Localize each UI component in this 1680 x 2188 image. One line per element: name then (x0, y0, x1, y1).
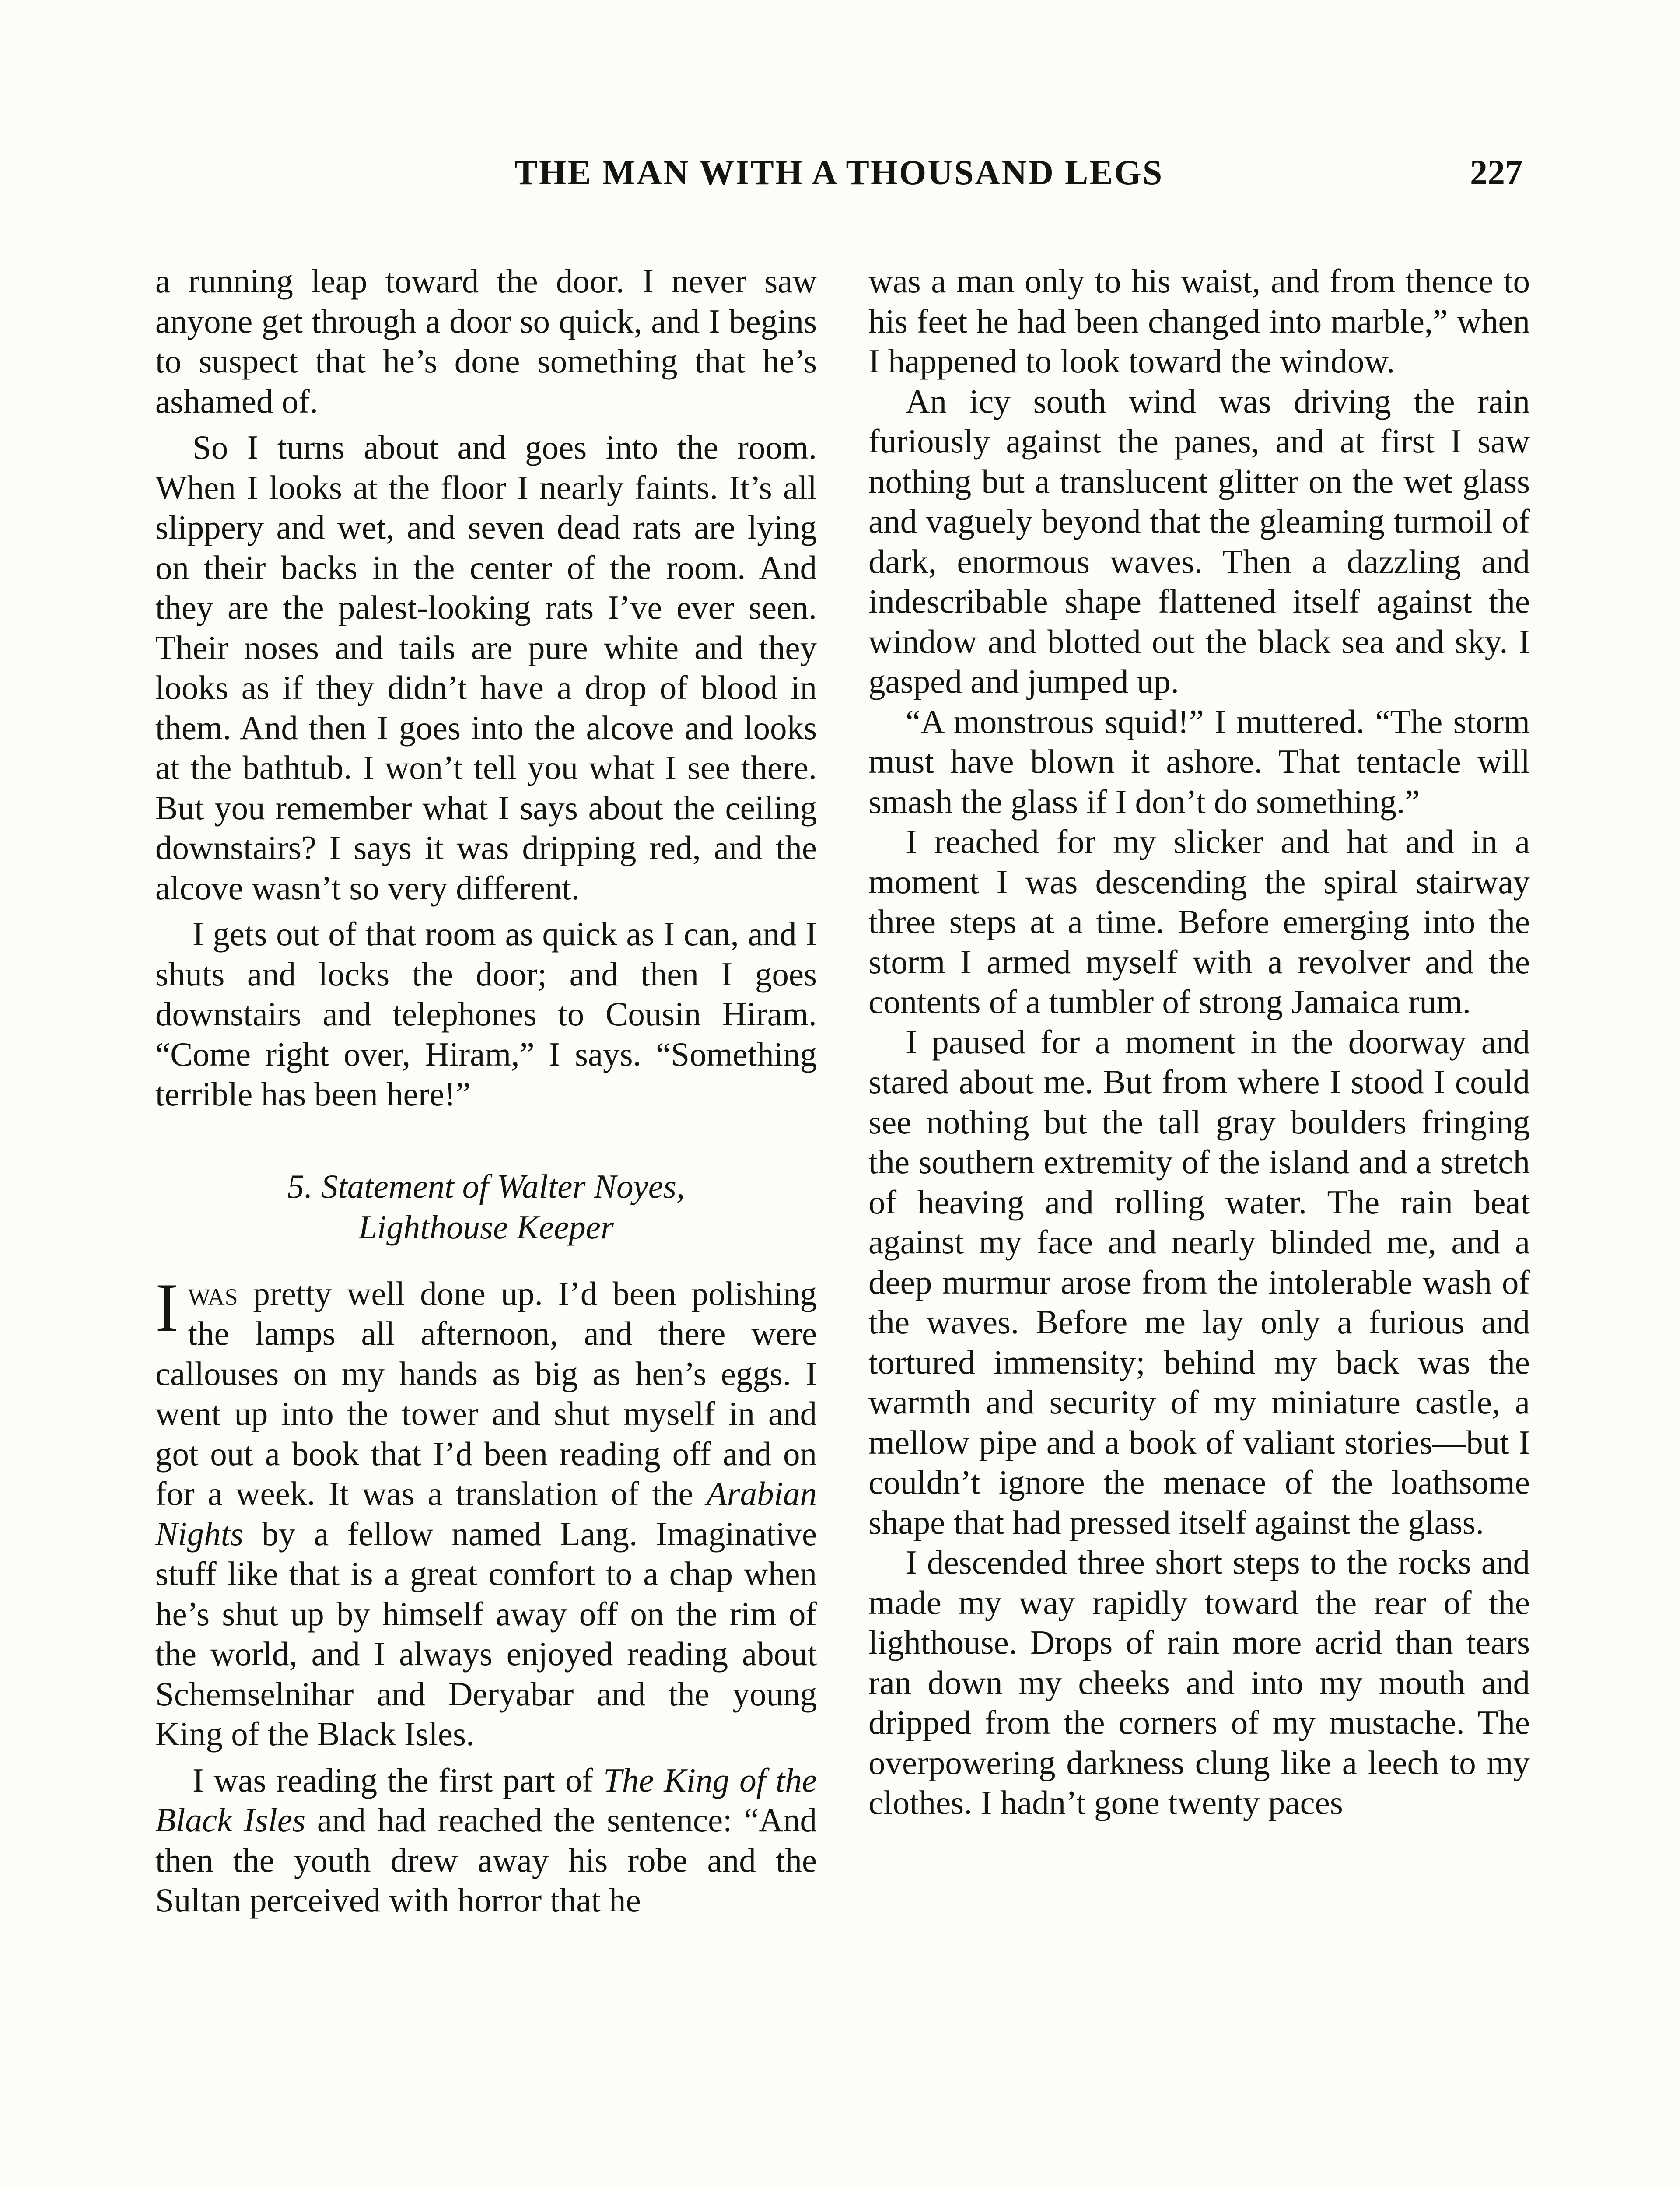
paragraph: So I turns about and goes into the room. When I looks at the floor I nearly faints. It’s all slippery and wet, and seven dead rats are lying on their backs in the center of the room. And they are the palest-looking rats I’ve ever seen. Their noses and tails are pure white and they looks as if they didn’t have a drop of blood in them. And then I goes into the alcove and looks at the bathtub. I won’t tell you what I see there. But you remember what I says about the ceiling downstairs? I says it was dripping red, and the alcove wasn’t so very different. (155, 428, 817, 907)
page-number: 227 (1470, 154, 1522, 192)
small-caps-word: was (188, 1274, 238, 1312)
paragraph: An icy south wind was driving the rain furiously against the panes, and at first I saw nothing but a translucent glitter on the wet glass and vaguely beyond that the gleaming turmoil of dark, enormous waves. Then a dazzling and indescribable shape flattened itself against the window and blotted out the black sea and sky. I gasped and jumped up. (868, 382, 1530, 700)
section-heading-line: Lighthouse Keeper (358, 1208, 614, 1246)
text-run: I was reading the first part of (192, 1761, 603, 1799)
book-title: Arabian Nights (155, 1475, 817, 1553)
paragraph: I descended three short steps to the rocks and made my way rapidly toward the rear of the lighthouse. Drops of rain more acrid than tears ran down my cheeks and into my mouth and dripped from the corners of my mustache. The overpowering darkness clung like a leech to my clothes. I hadn’t gone twenty paces (868, 1543, 1530, 1821)
paragraph: I gets out of that room as quick as I can, and I shuts and locks the door; and then I goes downstairs and telephones to Cousin Hiram. “Come right over, Hiram,” I says. “Something terrible has been here!” (155, 915, 817, 1113)
story-title: The King of the Black Isles (155, 1761, 817, 1839)
paragraph: I paused for a moment in the doorway and stared about me. But from where I stood I could see nothing but the tall gray boulders fringing the southern extremity of the island and a stretch of heaving and rolling water. The rain beat against my face and nearly blinded me, and a deep murmur arose from the intolerable wash of the waves. Before me lay only a furious and tortured immensity; behind my back was the warmth and security of my miniature castle, a mellow pipe and a book of valiant stories—but I couldn’t ignore the menace of the loathsome shape that had pressed itself against the glass. (868, 1023, 1530, 1541)
text-run: and had reached the sentence: “And then the youth drew away his robe and the Sultan perceived with horror that he (155, 1801, 817, 1919)
paragraph: was a man only to his waist, and from thence to his feet he had been changed into marble,” when I happened to look toward the window. (868, 262, 1530, 380)
paragraph: “A monstrous squid!” I muttered. “The storm must have blown it ashore. That tentacle will smash the glass if I don’t do something.” (868, 702, 1530, 820)
page-header (155, 153, 1522, 206)
right-column (868, 261, 1530, 1823)
section-heading-line: 5. Statement of Walter Noyes, (287, 1167, 685, 1205)
paragraph (155, 1760, 817, 1921)
paragraph (155, 1269, 817, 1754)
drop-cap: I (155, 1269, 178, 1346)
paragraph: I reached for my slicker and hat and in a moment I was descending the spiral stairway three steps at a time. Before emerging into the storm I armed myself with a revolver and the contents of a tumbler of strong Jamaica rum. (868, 823, 1530, 1020)
running-title: THE MAN WITH A THOUSAND LEGS (514, 154, 1164, 192)
paragraph: a running leap toward the door. I never saw anyone get through a door so quick, and I begins to suspect that he’s done something that he’s ashamed of. (155, 262, 817, 420)
section-heading (155, 1166, 817, 1248)
text-run: by a fellow named Lang. Imaginative stuff like that is a great comfort to a chap when he’s shut up by himself away off on the rim of the world, and I always enjoyed reading about Schemselnihar and Deryabar and the young King of the Black Isles. (155, 1515, 817, 1753)
left-column (155, 261, 817, 1921)
text-run: pretty well done up. I’d been polishing the lamps all afternoon, and there were callouses on my hands as big as hen’s eggs. I went up into the tower and shut myself in and got out a book that I’d been reading off and on for a week. It was a translation of the (155, 1274, 817, 1512)
